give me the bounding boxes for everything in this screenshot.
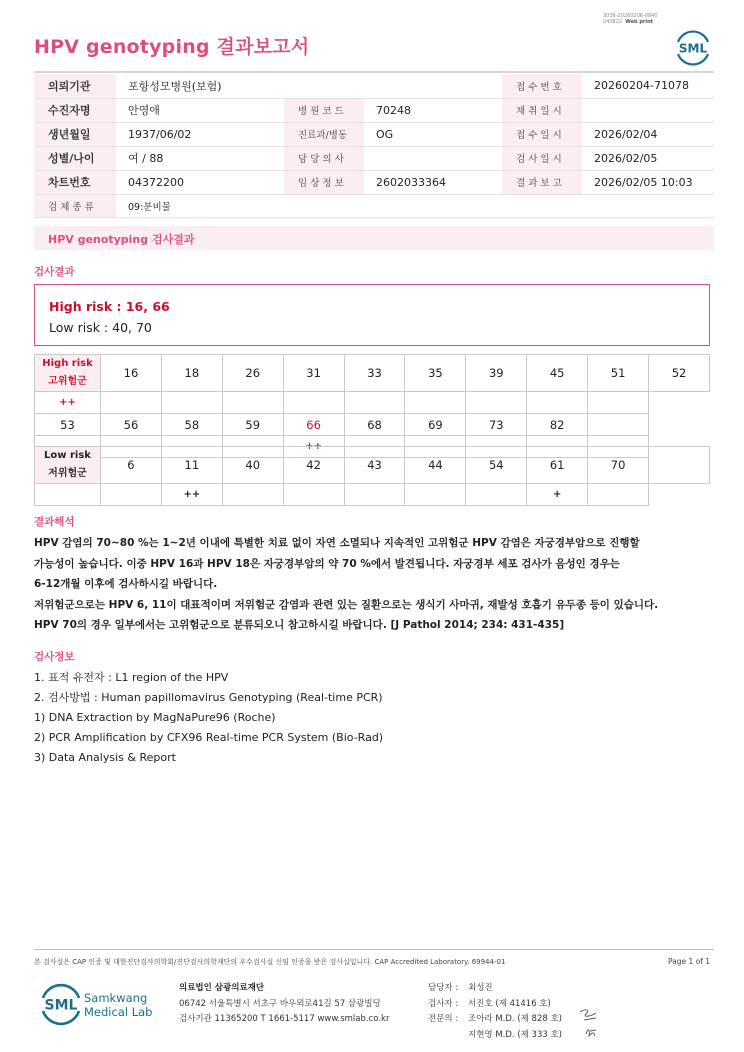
info-label-department: 진료과/병동 <box>284 122 364 146</box>
staff-name: 최성진 <box>468 983 493 993</box>
info-label-received-date: 접 수 일 시 <box>502 122 582 146</box>
genotype-result-cell <box>588 392 649 414</box>
low-risk-genotype-table <box>34 446 710 506</box>
result-summary-box <box>34 284 710 346</box>
genotype-type-cell: 56 <box>101 414 162 436</box>
test-info-line: 3) Data Analysis & Report <box>34 751 176 764</box>
high-risk-group-label <box>35 355 101 392</box>
genotype-type-cell: 53 <box>35 414 101 436</box>
genotype-type-cell: 33 <box>344 355 405 392</box>
staff-info <box>428 981 562 1043</box>
info-row <box>34 122 714 146</box>
genotype-type-cell: 39 <box>466 355 527 392</box>
info-label-collection-date: 채 취 일 시 <box>502 98 582 122</box>
organization-info <box>179 981 389 1028</box>
high-risk-result: High risk : 16, 66 <box>49 299 170 314</box>
staff-role: 담당자 : <box>428 983 459 993</box>
genotype-type-cell: 11 <box>161 447 222 484</box>
org-contact: 검사기관 11365200 T 1661-5117 www.smlab.co.kr <box>179 1014 390 1024</box>
staff-name: 서진호 (제 41416 호) <box>468 998 551 1009</box>
info-label-birthdate: 생년월일 <box>34 122 116 146</box>
genotype-result-cell: ++ <box>283 436 344 458</box>
page-number: Page 1 of 1 <box>668 957 711 966</box>
high-risk-genotype-table <box>34 354 710 458</box>
info-value-collection-date <box>582 98 714 122</box>
genotype-type-cell: 82 <box>527 414 588 436</box>
genotype-type-cell: 54 <box>466 447 527 484</box>
genotype-type-cell: 43 <box>344 447 405 484</box>
genotype-result-cell <box>283 392 344 414</box>
genotype-type-cell: 31 <box>283 355 344 392</box>
header-divider <box>34 71 714 73</box>
genotype-type-cell: 52 <box>649 355 710 392</box>
info-value-test-date: 2026/02/05 <box>582 146 714 170</box>
info-label-accession: 접 수 번 호 <box>502 74 582 98</box>
info-value-specimen: 09:분비물 <box>116 194 714 217</box>
info-value-received-date: 2026/02/04 <box>582 122 714 146</box>
info-label-sex-age: 성별/나이 <box>34 146 116 170</box>
info-value-hospital-code: 70248 <box>364 98 502 122</box>
info-value-department: OG <box>364 122 502 146</box>
info-row <box>34 98 714 122</box>
genotype-type-cell: 59 <box>222 414 283 436</box>
genotype-type-cell: 26 <box>222 355 283 392</box>
genotype-result-cell <box>283 484 344 506</box>
info-value-sex-age: 여 / 88 <box>116 146 284 170</box>
genotype-type-cell: 58 <box>161 414 222 436</box>
report-code-line1: 3036-20260206-0840 <box>603 13 658 19</box>
genotype-result-cell <box>101 392 162 414</box>
sml-logo-icon <box>672 26 714 66</box>
info-value-report-date: 2026/02/05 10:03 <box>582 170 714 194</box>
genotype-result-cell: + <box>527 484 588 506</box>
high-risk-label-en: High risk <box>42 358 93 369</box>
org-address: 06742 서울특별시 서초구 바우뫼로41길 57 삼광빌딩 <box>179 998 381 1009</box>
info-label-chart-number: 차트번호 <box>34 170 116 194</box>
info-value-physician <box>364 146 502 170</box>
genotype-type-cell <box>649 447 710 484</box>
interpretation-line: HPV 70의 경우 일부에서는 고위험군으로 분류되오니 참고하시길 바랍니다. [J Pathol 2014; 234: 431-435] <box>34 619 565 631</box>
test-info-line: 2. 검사방법 : Human papillomavirus Genotyping (Real-time PCR) <box>34 691 383 704</box>
interpretation-line: HPV 감염의 70~80 %는 1~2년 이내에 특별한 치료 없이 자연 소멸되나 지속적인 고위험군 HPV 감염은 자궁경부암으로 진행할 <box>34 537 640 549</box>
samkwang-logo-icon <box>38 981 156 1027</box>
info-label-report-date: 결 과 보 고 <box>502 170 582 194</box>
info-label-test-date: 검 사 일 시 <box>502 146 582 170</box>
genotype-result-cell <box>344 484 405 506</box>
low-risk-result: Low risk : 40, 70 <box>49 320 152 335</box>
staff-name: 지현영 M.D. (제 333 호) <box>468 1029 563 1040</box>
interpretation-line: 6-12개월 이후에 검사하시길 바랍니다. <box>34 578 218 590</box>
genotype-result-cell <box>222 484 283 506</box>
test-info-line: 1) DNA Extraction by MagNaPure96 (Roche) <box>34 711 276 724</box>
staff-role: 전문의 : <box>428 1014 459 1024</box>
info-label-patient-name: 수진자명 <box>34 98 116 122</box>
genotype-type-cell: 44 <box>405 447 466 484</box>
test-info-heading: 검사정보 <box>34 651 75 663</box>
genotype-result-cell <box>35 484 101 506</box>
genotype-result-cell: ++ <box>35 392 101 414</box>
report-code-line2: 040822 <box>603 19 623 25</box>
info-value-accession: 20260204-71078 <box>582 74 714 98</box>
genotype-type-cell: 66 <box>283 414 344 436</box>
interpretation-line: 가능성이 높습니다. 이중 HPV 16과 HPV 18은 자궁경부암의 약 70 %에서 발견됩니다. 자궁경부 세포 검사가 음성인 경우는 <box>34 557 620 570</box>
info-label-institution: 의뢰기관 <box>34 74 116 98</box>
genotype-result-cell <box>344 392 405 414</box>
genotype-type-cell: 68 <box>344 414 405 436</box>
genotype-type-cell: 6 <box>101 447 162 484</box>
info-value-patient-name: 안영애 <box>116 98 284 122</box>
top-logo-text: SML <box>678 41 708 56</box>
info-row <box>34 194 714 217</box>
test-info-list <box>34 668 383 768</box>
genotype-result-cell <box>405 484 466 506</box>
genotype-type-cell <box>588 414 649 436</box>
info-value-clinical-info: 2602033364 <box>364 170 502 194</box>
genotype-result-cell <box>527 392 588 414</box>
genotype-result-cell <box>466 484 527 506</box>
info-value-birthdate: 1937/06/02 <box>116 122 284 146</box>
info-row <box>34 74 714 98</box>
genotype-result-cell <box>222 392 283 414</box>
accreditation-note: 본 검사실은 CAP 인증 및 대한진단검사의학회/진단검사의학재단의 우수검사실 신임 인증을 받은 검사실입니다. CAP Accredited Laboratory. 69944-01 <box>34 958 506 966</box>
info-value-institution: 포항성모병원(보험) <box>116 74 502 98</box>
info-label-clinical-info: 임 상 정 보 <box>284 170 364 194</box>
genotype-result-cell <box>405 392 466 414</box>
test-info-line: 2) PCR Amplification by CFX96 Real-time PCR System (Bio-Rad) <box>34 731 384 744</box>
test-info-line: 1. 표적 유전자 : L1 region of the HPV <box>34 671 229 684</box>
genotype-type-cell: 70 <box>588 447 649 484</box>
genotype-type-cell: 69 <box>405 414 466 436</box>
org-name: 의료법인 삼광의료재단 <box>179 983 265 993</box>
footer-divider <box>34 949 714 950</box>
genotype-type-cell: 73 <box>466 414 527 436</box>
genotype-type-cell: 18 <box>161 355 222 392</box>
genotype-type-cell: 40 <box>222 447 283 484</box>
section-title: HPV genotyping 검사결과 <box>34 226 714 250</box>
genotype-result-cell <box>101 484 162 506</box>
report-title: HPV genotyping 결과보고서 <box>34 36 310 58</box>
genotype-type-cell: 35 <box>405 355 466 392</box>
low-risk-label-ko: 저위험군 <box>48 468 87 479</box>
bottom-logo-abbr: SML <box>44 997 78 1014</box>
patient-info-table <box>34 74 714 218</box>
genotype-result-cell <box>588 484 649 506</box>
signature-icon <box>576 1006 612 1042</box>
staff-name: 조아라 M.D. (제 828 호) <box>468 1014 563 1024</box>
high-risk-label-ko: 고위험군 <box>48 376 87 387</box>
genotype-type-cell: 45 <box>527 355 588 392</box>
interpretation-heading: 결과해석 <box>34 516 75 528</box>
info-label-physician: 담 당 의 사 <box>284 146 364 170</box>
logo-name-line1: Samkwang <box>84 991 148 1005</box>
interpretation-text <box>34 533 714 636</box>
staff-role: 검사자 : <box>428 998 459 1009</box>
low-risk-label-en: Low risk <box>44 450 91 461</box>
report-code <box>603 13 658 25</box>
genotype-type-cell: 16 <box>101 355 162 392</box>
genotype-result-cell <box>161 392 222 414</box>
info-value-chart-number: 04372200 <box>116 170 284 194</box>
interpretation-line: 저위험군으로는 HPV 6, 11이 대표적이며 저위험군 감염과 관련 있는 질환으로는 생식기 사마귀, 재발성 호흡기 유두종 등이 있습니다. <box>34 598 659 611</box>
web-print-tag: Web print <box>625 19 654 25</box>
genotype-type-cell: 51 <box>588 355 649 392</box>
info-label-hospital-code: 병 원 코 드 <box>284 98 364 122</box>
info-label-specimen: 검 체 종 류 <box>34 194 116 217</box>
info-row <box>34 146 714 170</box>
low-risk-group-label <box>35 447 101 484</box>
info-row <box>34 170 714 194</box>
genotype-type-cell: 61 <box>527 447 588 484</box>
logo-name-line2: Medical Lab <box>84 1005 153 1019</box>
result-heading: 검사결과 <box>34 266 75 278</box>
genotype-type-cell: 42 <box>283 447 344 484</box>
genotype-result-cell <box>466 392 527 414</box>
genotype-result-cell: ++ <box>161 484 222 506</box>
